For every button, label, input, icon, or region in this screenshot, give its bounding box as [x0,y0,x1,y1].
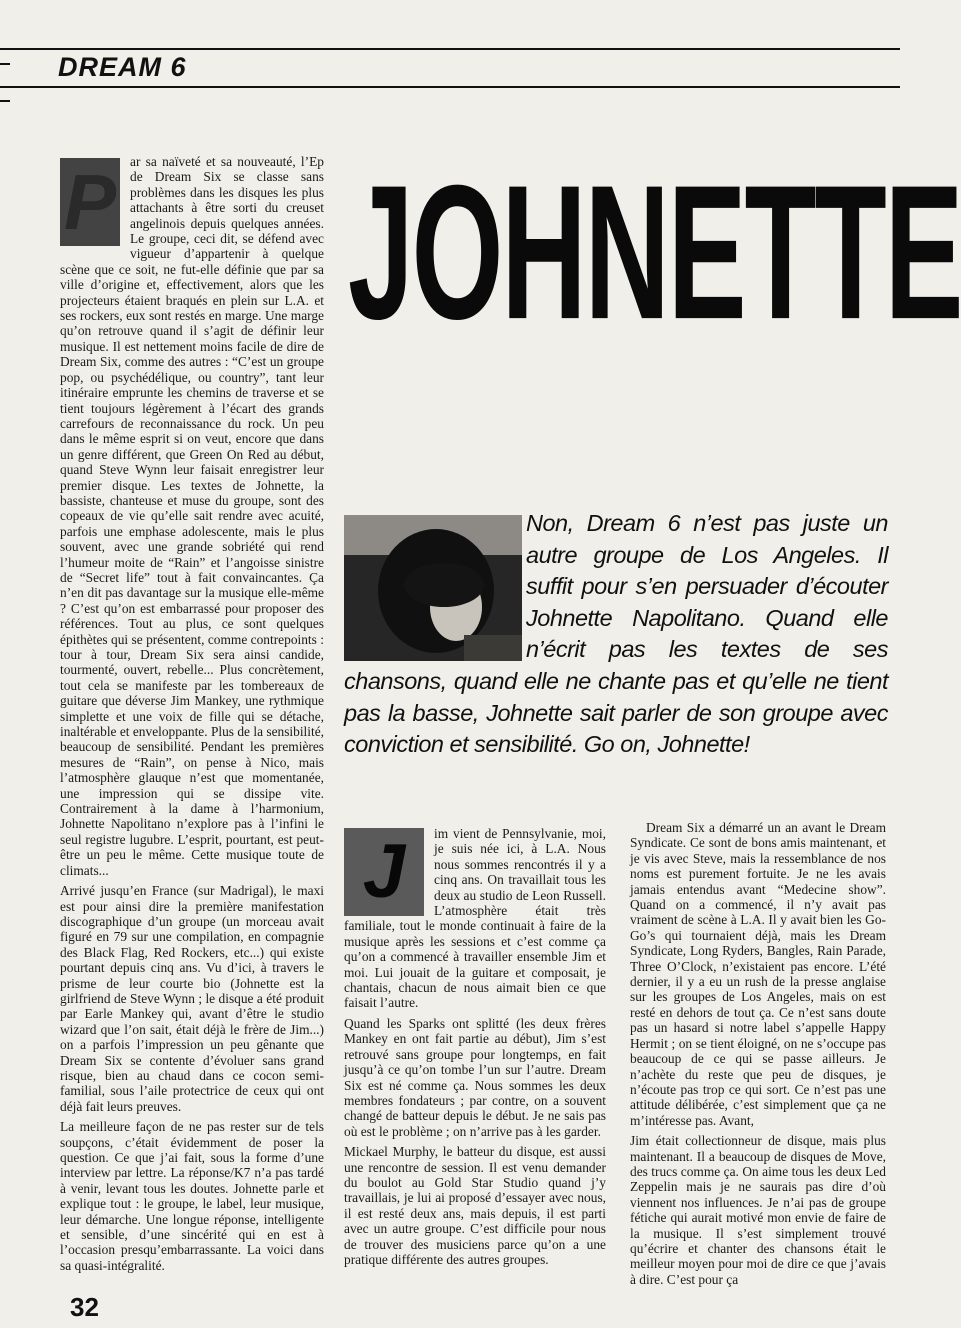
intro-text: Non, Dream 6 n’est pas juste un autre groupe de Los Angeles. Il suffit pour s’en persuader d’écouter Johnette Napolitano. Quand elle n’écrit pas les textes de ses chansons, quand elle ne chante pas et qu’elle ne tient pas la basse, Johnette sait parler de son groupe avec conviction et sensibilité. Go on, Johnette! [344,510,888,758]
left-column [60,154,324,1278]
margin-tick-top [0,63,10,65]
headline: JOHNETTE [348,146,961,361]
left-paragraph: La meilleure façon de ne pas rester sur de tels soupçons, c’était évidemment de poser la question. Ce que j’ai fait, sous la forme d’une interview par lettre. La réponse/K7 n’a pas tardé à venir, levant tous les doutes. Johnette parle et explique tout : le groupe, le label, leur musique, leur démarche. Une longue réponse, intelligente et sensible, d’une sincérité qui en est à l’occasion presqu’embarrassante. La voici dans sa quasi-intégralité. [60,1119,324,1273]
margin-tick-bottom [0,100,10,102]
middle-column [344,826,606,1272]
drop-cap-p: P [60,158,120,246]
page-number: 32 [70,1292,99,1322]
right-column [630,820,886,1292]
right-paragraph: Dream Six a démarré un an avant le Dream Syndicate. Ce sont de bons amis maintenant, et je vis avec Steve, mais la ressemblance de nos noms est purement fortuite. Je ne les avais jamais entendus avant “Medecine show”. Quand on a commencé, il n’y avait pas vraiment de scène à L.A. Il y avait bien les Go-Go’s qui tournaient déjà, mais les Dream Syndicate, Long Ryders, Bangles, Rain Parade, Three O’Clock, n’existaient pas encore. L’été dernier, il y a eu un rush de la presse anglaise sur les groupes de Los Angeles, mais on est resté en dehors de tout ça. Ce n’est sans doute pas un hasard si notre label s’appelle Happy Hermit ; on se tient éloigné, on ne s’occupe pas beaucoup de ce qui se passe ailleurs. Je n’achète du reste que peu de disques, je n’écoute pas trop ce qui sort. Ce n’est pas une attitude délibérée, c’est simplement que ça ne m’intéresse pas. Avant, [630,820,886,1128]
right-paragraph: Jim était collectionneur de disque, mais plus maintenant. Il a beaucoup de disques de Move, des trucs comme ça. On aime tous les deux Led Zeppelin mais je ne saurais pas dire d’où viennent nos influences. Je n’ai pas de groupe fétiche qui aurait motivé mon envie de faire de la musique. Il s’est simplement trouvé qu’écrire et chanter des chansons était le meilleur moyen pour moi de dire ce que j’avais à dire. C’est pour ça [630,1133,886,1287]
intro-standfirst [344,508,888,761]
middle-paragraph: im vient de Pennsylvanie, moi, je suis née ici, à L.A. Nous nous sommes rencontrés il y a cinq ans. On travaillait tous les deux au studio de Leon Russell. L’atmosphère était très familiale, tout le monde continuait à faire de la musique après les sessions et c’est comme ça qu’on a commencé à travailler ensemble Jim et moi. Lui jouait de la guitare et composait, je chantais, chacun de nous aimait bien ce que faisait l’autre. [344,826,606,1011]
middle-paragraph: Quand les Sparks ont splitté (les deux frères Mankey en ont fait partie au début), Jim s’est retrouvé sans groupe pour longtemps, en fait jusqu’à ce qu’on tombe l’un sur l’autre. Dream Six est né comme ça. Nous sommes les deux membres fondateurs ; par contre, on a souvent changé de batteur depuis le début. Je ne sais pas où est le problème ; on n’arrive pas à les garder. [344,1015,606,1139]
section-title: DREAM 6 [58,52,187,82]
left-paragraph: Arrivé jusqu’en France (sur Madrigal), le maxi est pour ainsi dire la première manifestation discographique d’un groupe (un morceau avait figuré en 79 sur une compilation, en compagnie des Black Flag, Red Rockers, etc...) qui existe pourtant depuis cinq ans. Vu d’ici, à travers le prisme de leur courte bio (Johnette est la girlfriend de Steve Wynn ; le disque a été produit par Earle Mankey qui, avant d’être le studio wizard que l’on sait, était déjà le frère de Jim...) on a parfois l’impression un peu gênante que Dream Six se contente d’évoluer sans grand risque, bien au chaud dans ce cocon semi-familial, sous l’aile protectrice de ceux qui ont déjà fait leurs preuves. [60,883,324,1114]
header-underline [0,86,900,88]
top-rule [0,48,900,50]
drop-cap-j: J [344,828,424,916]
middle-paragraph: Mickael Murphy, le batteur du disque, est aussi une rencontre de session. Il est venu demander du boulot au Gold Star Studio quand j’y travaillais, je lui ai proposé d’essayer avec nous, il est resté deux ans, mais depuis, il est parti avec un autre groupe. C’est difficile pour nous de trouver des musiciens parce qu’on a une pratique différente des autres groupes. [344,1144,606,1267]
left-paragraph: ar sa naïveté et sa nouveauté, l’Ep de Dream Six se classe sans problèmes dans les disques les plus attachants à être sorti du creuset angelinois depuis quelques années. Le groupe, ceci dit, se défend avec vigueur d’appartenir à quelque scène que ce soit, ne fut-elle définie que par sa ville d’origine et, effectivement, alors que les projecteurs étaient braqués en plein sur L.A. et ses rockers, eux sont restés en marge. Une marge qu’on retrouve quand il s’agit de définir leur musique. Il est nettement moins facile de dire de Dream Six, comme des autres : “C’est un groupe pop, ou psychédélique, ou country”, tant leur itinéraire emprunte les chemins de traverse et se tient toujours légèrement à l’écart des grands carrefours de reconnaissance du rock. Un peu dans le même esprit si on veut, encore que dans un genre différent, que Green On Red au début, quand Steve Wynn leur faisait enregistrer leur premier disque. Les textes de Johnette, la bassiste, chanteuse et muse du groupe, sont des copeaux de vie qu’elle sait rendre avec acuité, parfois une emphase adolescente, mais le plus souvent, avec une grande sobriété qui rend l’humeur moite de “Rain” et l’angoisse sinistre de “Secret life” tout à fait convaincantes. Ça n’en dit pas davantage sur la musique elle-même ? C’est qu’on est embarrassé pour proposer des références. Tout au plus, ce sont quelques épithètes qui se présentent, comme contrepoints : tour à tour, Dream Six sera ainsi candide, tourmenté, ouvert, rebelle... Plus concrètement, tout cela se manifeste par les tombereaux de guitare que déverse Jim Mankey, une rythmique simplette et une voix de fille qui se détache, inaltérable et enveloppante. Plus de la sensibilité, beaucoup de sensibilité. Pendant les premières mesures de “Rain”, on pense à Nico, mais l’atmosphère glauque n’est que momentanée, une impression qui se dissipe vite. Contrairement à la dame à l’harmonium, Johnette Napolitano n’explore pas à l’infini le seul registre lugubre. L’esprit, pourtant, est peut-être un peu le même. Cette musique toute de climats... [60,154,325,878]
